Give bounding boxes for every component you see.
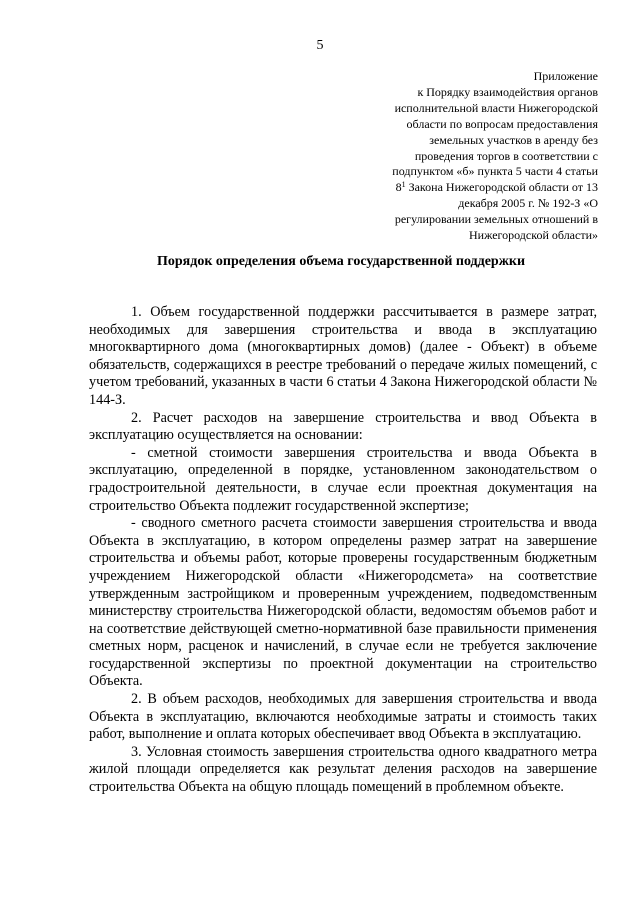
appendix-line: к Порядку взаимодействия органов [417, 84, 598, 99]
paragraph: 2. Расчет расходов на завершение строительства и ввод Объекта в эксплуатацию осуществляется на основании: [89, 409, 597, 444]
document-body [89, 304, 597, 797]
appendix-line: исполнительной власти Нижегородской [394, 100, 598, 115]
paragraph: 2. В объем расходов, необходимых для завершения строительства и ввода Объекта в эксплуатацию, включаются необходимые затраты и стоимость таких работ, выполнение и оплата которых обеспечивает ввод Объекта в эксплуатацию. [89, 691, 597, 743]
appendix-line: подпунктом «б» пункта 5 части 4 статьи [392, 164, 598, 179]
article-number: 8 [395, 180, 402, 195]
page-number: 5 [316, 38, 324, 53]
appendix-line: Нижегородской области» [468, 228, 598, 243]
appendix-line: области по вопросам предоставления [406, 116, 598, 131]
appendix-header [368, 69, 598, 244]
appendix-line: земельных участков в аренду без [429, 132, 598, 147]
document-title: Порядок определения объема государственной поддержки [156, 254, 526, 269]
paragraph: - сводного сметного расчета стоимости завершения строительства и ввода Объекта в эксплуатацию, в котором определены размер затрат на завершение строительства и объемы работ, которые проверены государственным бюджетным учреждением Нижегородской области «Нижегородсмета» на соответствие утвержденным застройщиком и проверенным учреждением, подведомственным министерству строительства Нижегородской области, ведомостям объемов работ и на соответствие действующей сметно-нормативной базе правильности применения сметных норм, расценок и начислений, в случае если не требуется заключение государственной экспертизы по проектной документации на строительство Объекта. [89, 515, 597, 690]
appendix-line: регулировании земельных отношений в [394, 212, 598, 227]
article-superscript: 1 [401, 180, 406, 190]
paragraph: 3. Условная стоимость завершения строительства одного квадратного метра жилой площади определяется как результат деления расходов на завершение строительства Объекта на общую площадь помещений в проблемном объекте. [89, 743, 597, 796]
appendix-line-text: Закона Нижегородской области от 13 [408, 180, 598, 195]
paragraph: - сметной стоимости завершения строительства и ввода Объекта в эксплуатацию, определенной в порядке, установленном законодательством о градостроительной деятельности, в случае если проектная документация на строительство Объекта подлежит государственной экспертизе; [89, 444, 597, 514]
paragraph: 1. Объем государственной поддержки рассчитывается в размере затрат, необходимых для завершения строительства и ввода в эксплуатацию многоквартирного дома (многоквартирных домов) (далее - Объект) в объеме обязательств, содержащихся в реестре требований о передаче жилых помещений, с учетом требований, указанных в части 6 статьи 4 Закона Нижегородской области № 144-З. [89, 304, 597, 408]
appendix-line: Приложение [533, 69, 598, 83]
appendix-line: проведения торгов в соответствии с [414, 148, 598, 163]
appendix-line: декабря 2005 г. № 192-З «О [458, 196, 598, 211]
appendix-line-article [368, 180, 598, 196]
